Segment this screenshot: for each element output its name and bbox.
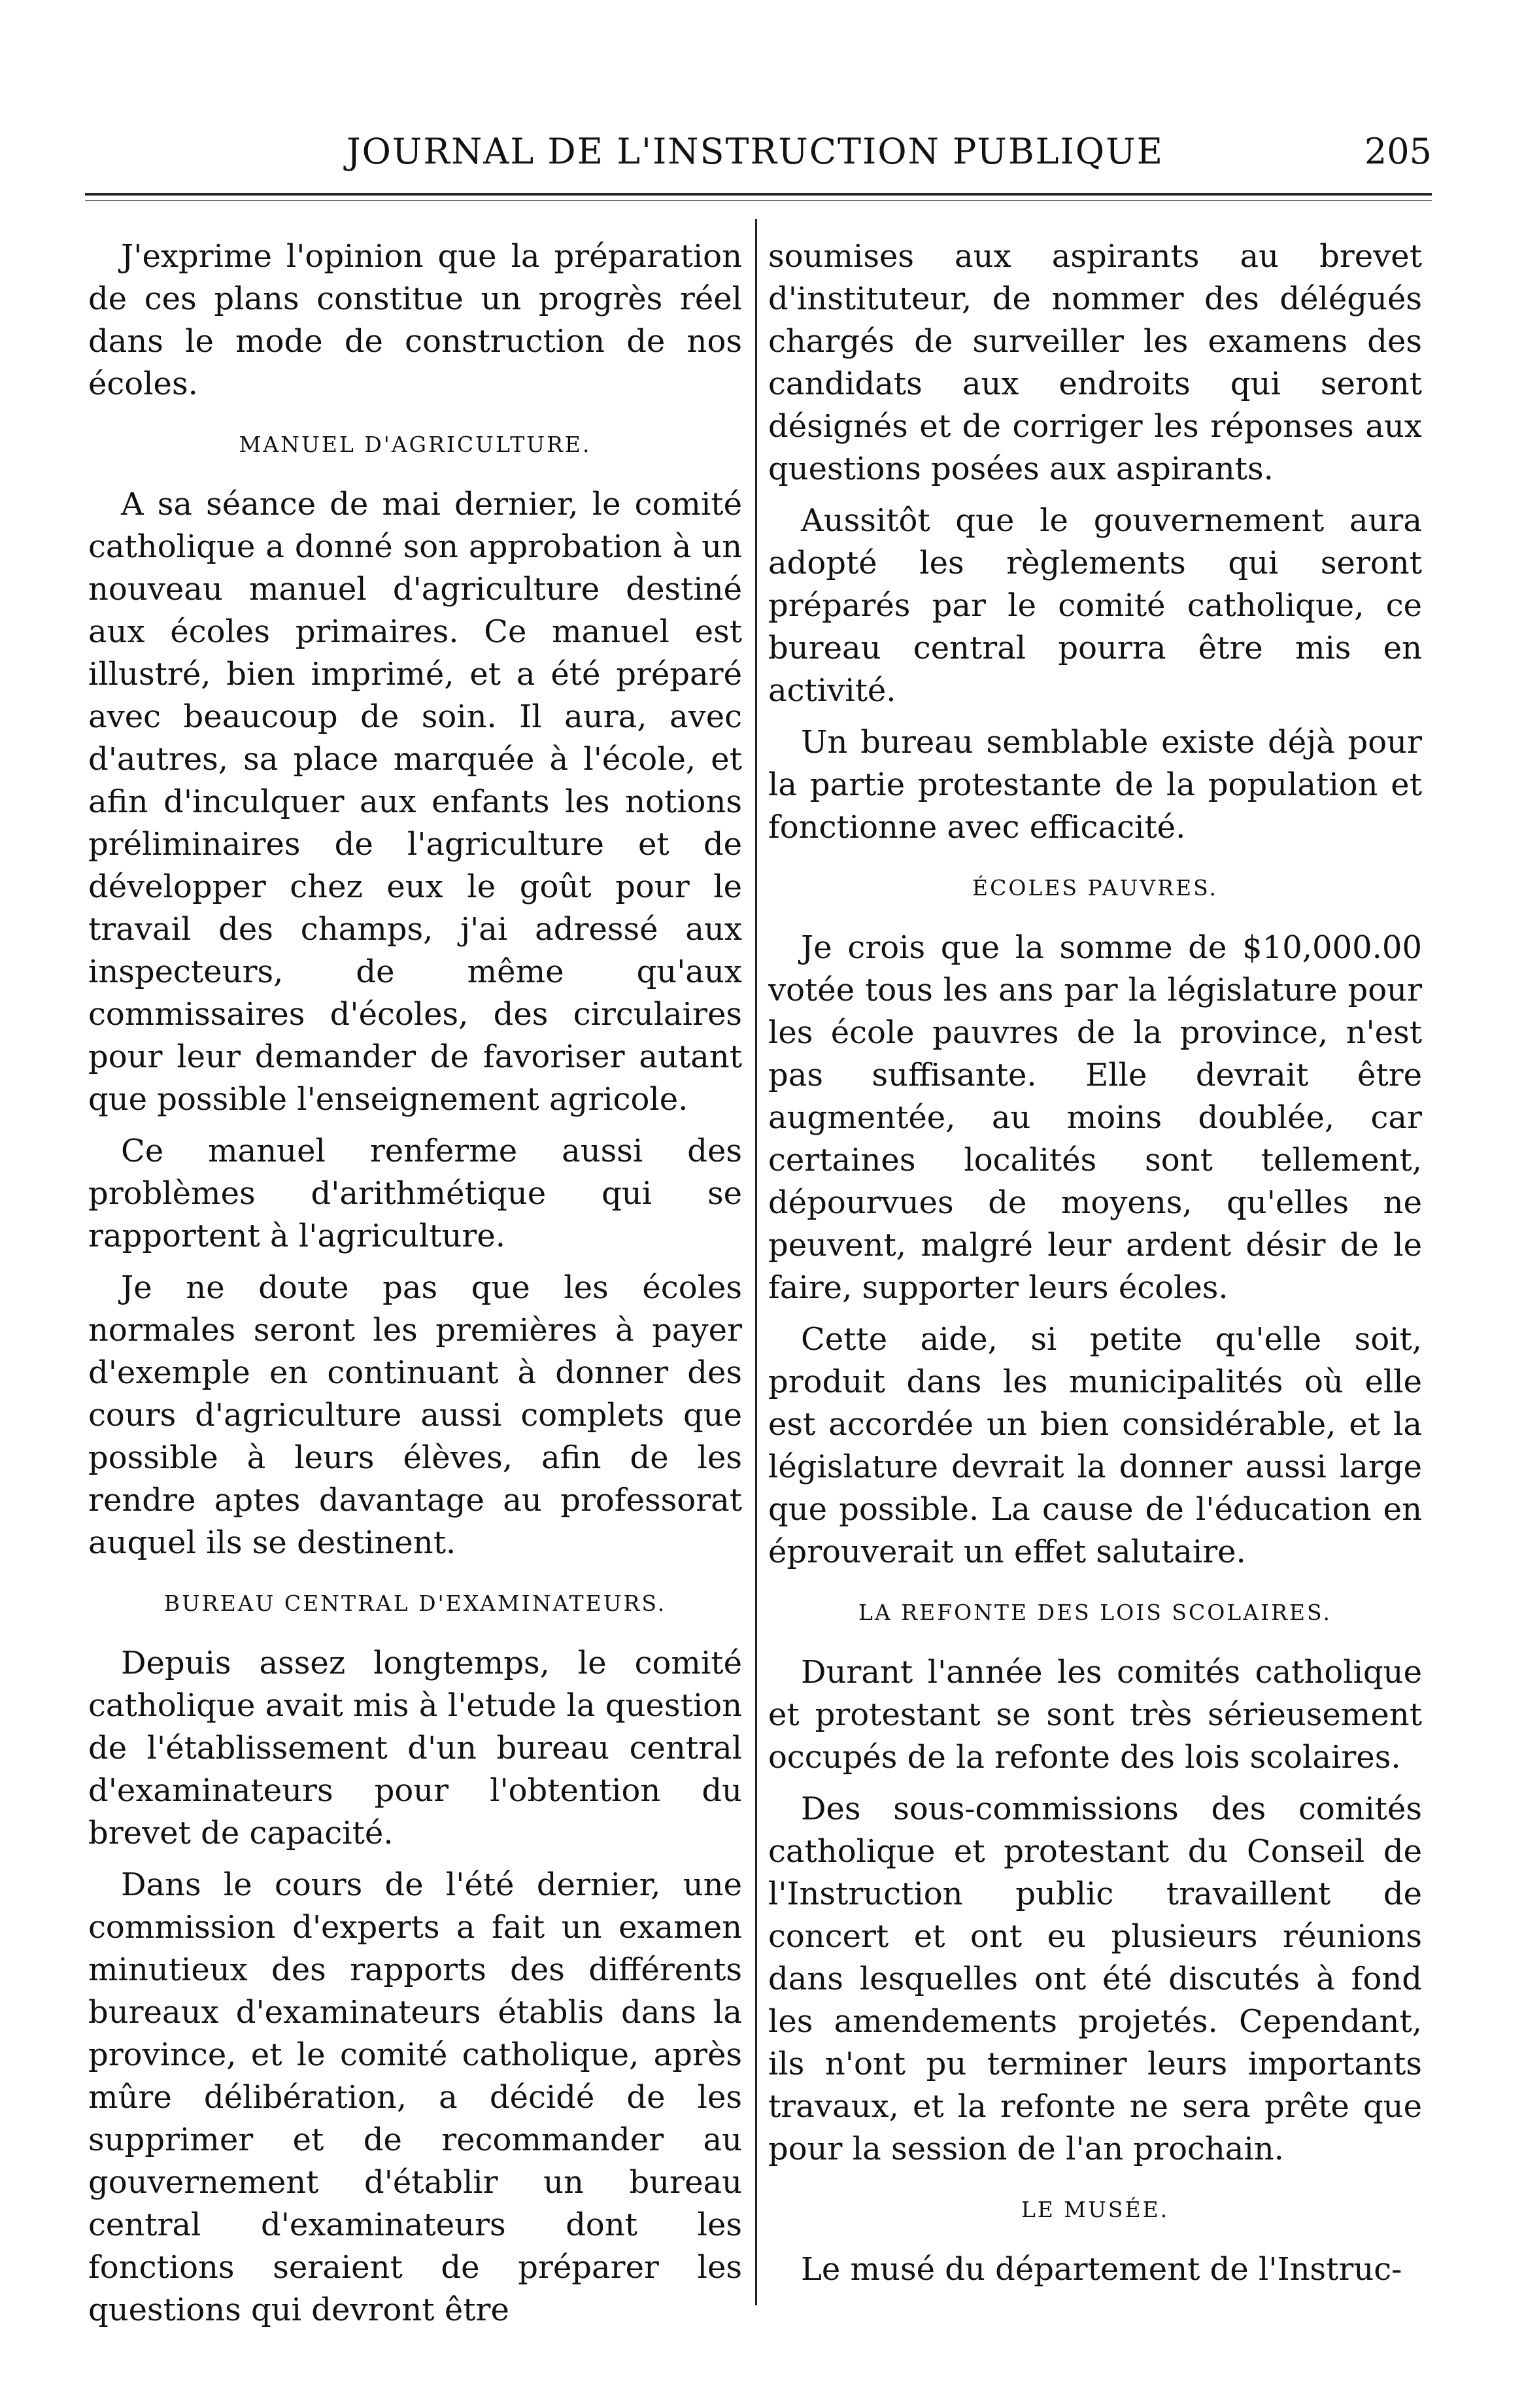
paragraph: Cette aide, si petite qu'elle soit, produit dans les municipalités où elle est accordée un bien considérable, et la législature devrait la donner aussi large que possible. La cause de l'éducation en éprouverait un effet salutaire. xyxy=(768,1321,1422,1570)
heading-le-musee: LE MUSÉE. xyxy=(1021,2197,1170,2222)
paragraph: Depuis assez longtemps, le comité catholique avait mis à l'etude la question de l'établissement d'un bureau central d'examinateurs pour l'obtention du brevet de capacité. xyxy=(88,1645,742,1851)
paragraph: Durant l'année les comités catholique et protestant se sont très sérieusement occupés de la refonte des lois scolaires. xyxy=(768,1654,1422,1776)
header-rule xyxy=(85,193,1432,196)
page-number: 205 xyxy=(1364,131,1432,172)
journal-title: JOURNAL DE L'INSTRUCTION PUBLIQUE xyxy=(347,131,1164,172)
heading-bureau-central: BUREAU CENTRAL D'EXAMINATEURS. xyxy=(163,1591,667,1616)
running-header xyxy=(85,131,1432,177)
paragraph: Des sous-commissions des comités catholique et protestant du Conseil de l'Instruction public travaillent de concert et ont eu plusieurs réunions dans lesquelles ont été discutés à fond les amendements projetés. Cependant, ils n'ont pu terminer leurs importants travaux, et la refonte ne sera prête que pour la session de l'an prochain. xyxy=(768,1791,1422,2167)
paragraph: A sa séance de mai dernier, le comité catholique a donné son approbation à un nouveau manuel d'agriculture destiné aux écoles primaires. Ce manuel est illustré, bien imprimé, et a été préparé avec beaucoup de soin. Il aura, avec d'autres, sa place marquée à l'école, et afin d'inculquer aux enfants les notions préliminaires de l'agriculture et de développer chez eux le goût pour le travail des champs, j'ai adressé aux inspecteurs, de même qu'aux commissaires d'écoles, des circulaires pour leur demander de favoriser autant que possible l'enseignement agricole. xyxy=(88,486,742,1118)
heading-refonte-lois: LA REFONTE DES LOIS SCOLAIRES. xyxy=(858,1600,1332,1625)
header-rule-thin xyxy=(85,200,1432,201)
paragraph: Un bureau semblable existe déjà pour la partie protestante de la population et fonctionne avec efficacité. xyxy=(768,724,1422,846)
continuation-paragraph: soumises aux aspirants au brevet d'instituteur, de nommer des délégués chargés de surveiller les examens des candidats aux endroits qui seront désignés et de corriger les réponses aux questions posées aux aspirants. xyxy=(768,238,1422,487)
left-column xyxy=(88,235,742,2341)
paragraph: Dans le cours de l'été dernier, une commission d'experts a fait un examen minutieux des rapports des différents bureaux d'examinateurs établis dans la province, et le comité catholique, après mûre délibération, a décidé de les supprimer et de recommander au gouvernement d'établir un bureau central d'examinateurs dont les fonctions seraient de préparer les questions qui devront être xyxy=(88,1866,742,2328)
paragraph: Je crois que la somme de $10,000.00 votée tous les ans par la législature pour les école pauvres de la province, n'est pas suffisante. Elle devrait être augmentée, au moins doublée, car certaines localités sont tellement, dépourvues de moyens, qu'elles ne peuvent, malgré leur ardent désir de le faire, supporter leurs écoles. xyxy=(768,929,1422,1306)
column-divider xyxy=(755,219,757,2305)
paragraph: Ce manuel renferme aussi des problèmes d'arithmétique qui se rapportent à l'agriculture. xyxy=(88,1133,742,1254)
right-column xyxy=(768,235,1422,2300)
heading-manuel-agriculture: MANUEL D'AGRICULTURE. xyxy=(239,432,592,457)
paragraph: Je ne doute pas que les écoles normales seront les premières à payer d'exemple en continuant à donner des cours d'agriculture aussi complets que possible à leurs élèves, afin de les rendre aptes davantage au professorat auquel ils se destinent. xyxy=(88,1269,742,1561)
intro-paragraph: J'exprime l'opinion que la préparation de ces plans constitue un progrès réel dans le mode de construction de nos écoles. xyxy=(88,238,742,402)
heading-ecoles-pauvres: ÉCOLES PAUVRES. xyxy=(972,875,1218,901)
paragraph: Aussitôt que le gouvernement aura adopté les règlements qui seront préparés par le comité catholique, ce bureau central pourra être mis en activité. xyxy=(768,502,1422,709)
paragraph: Le musé du département de l'Instruc- xyxy=(801,2251,1402,2288)
